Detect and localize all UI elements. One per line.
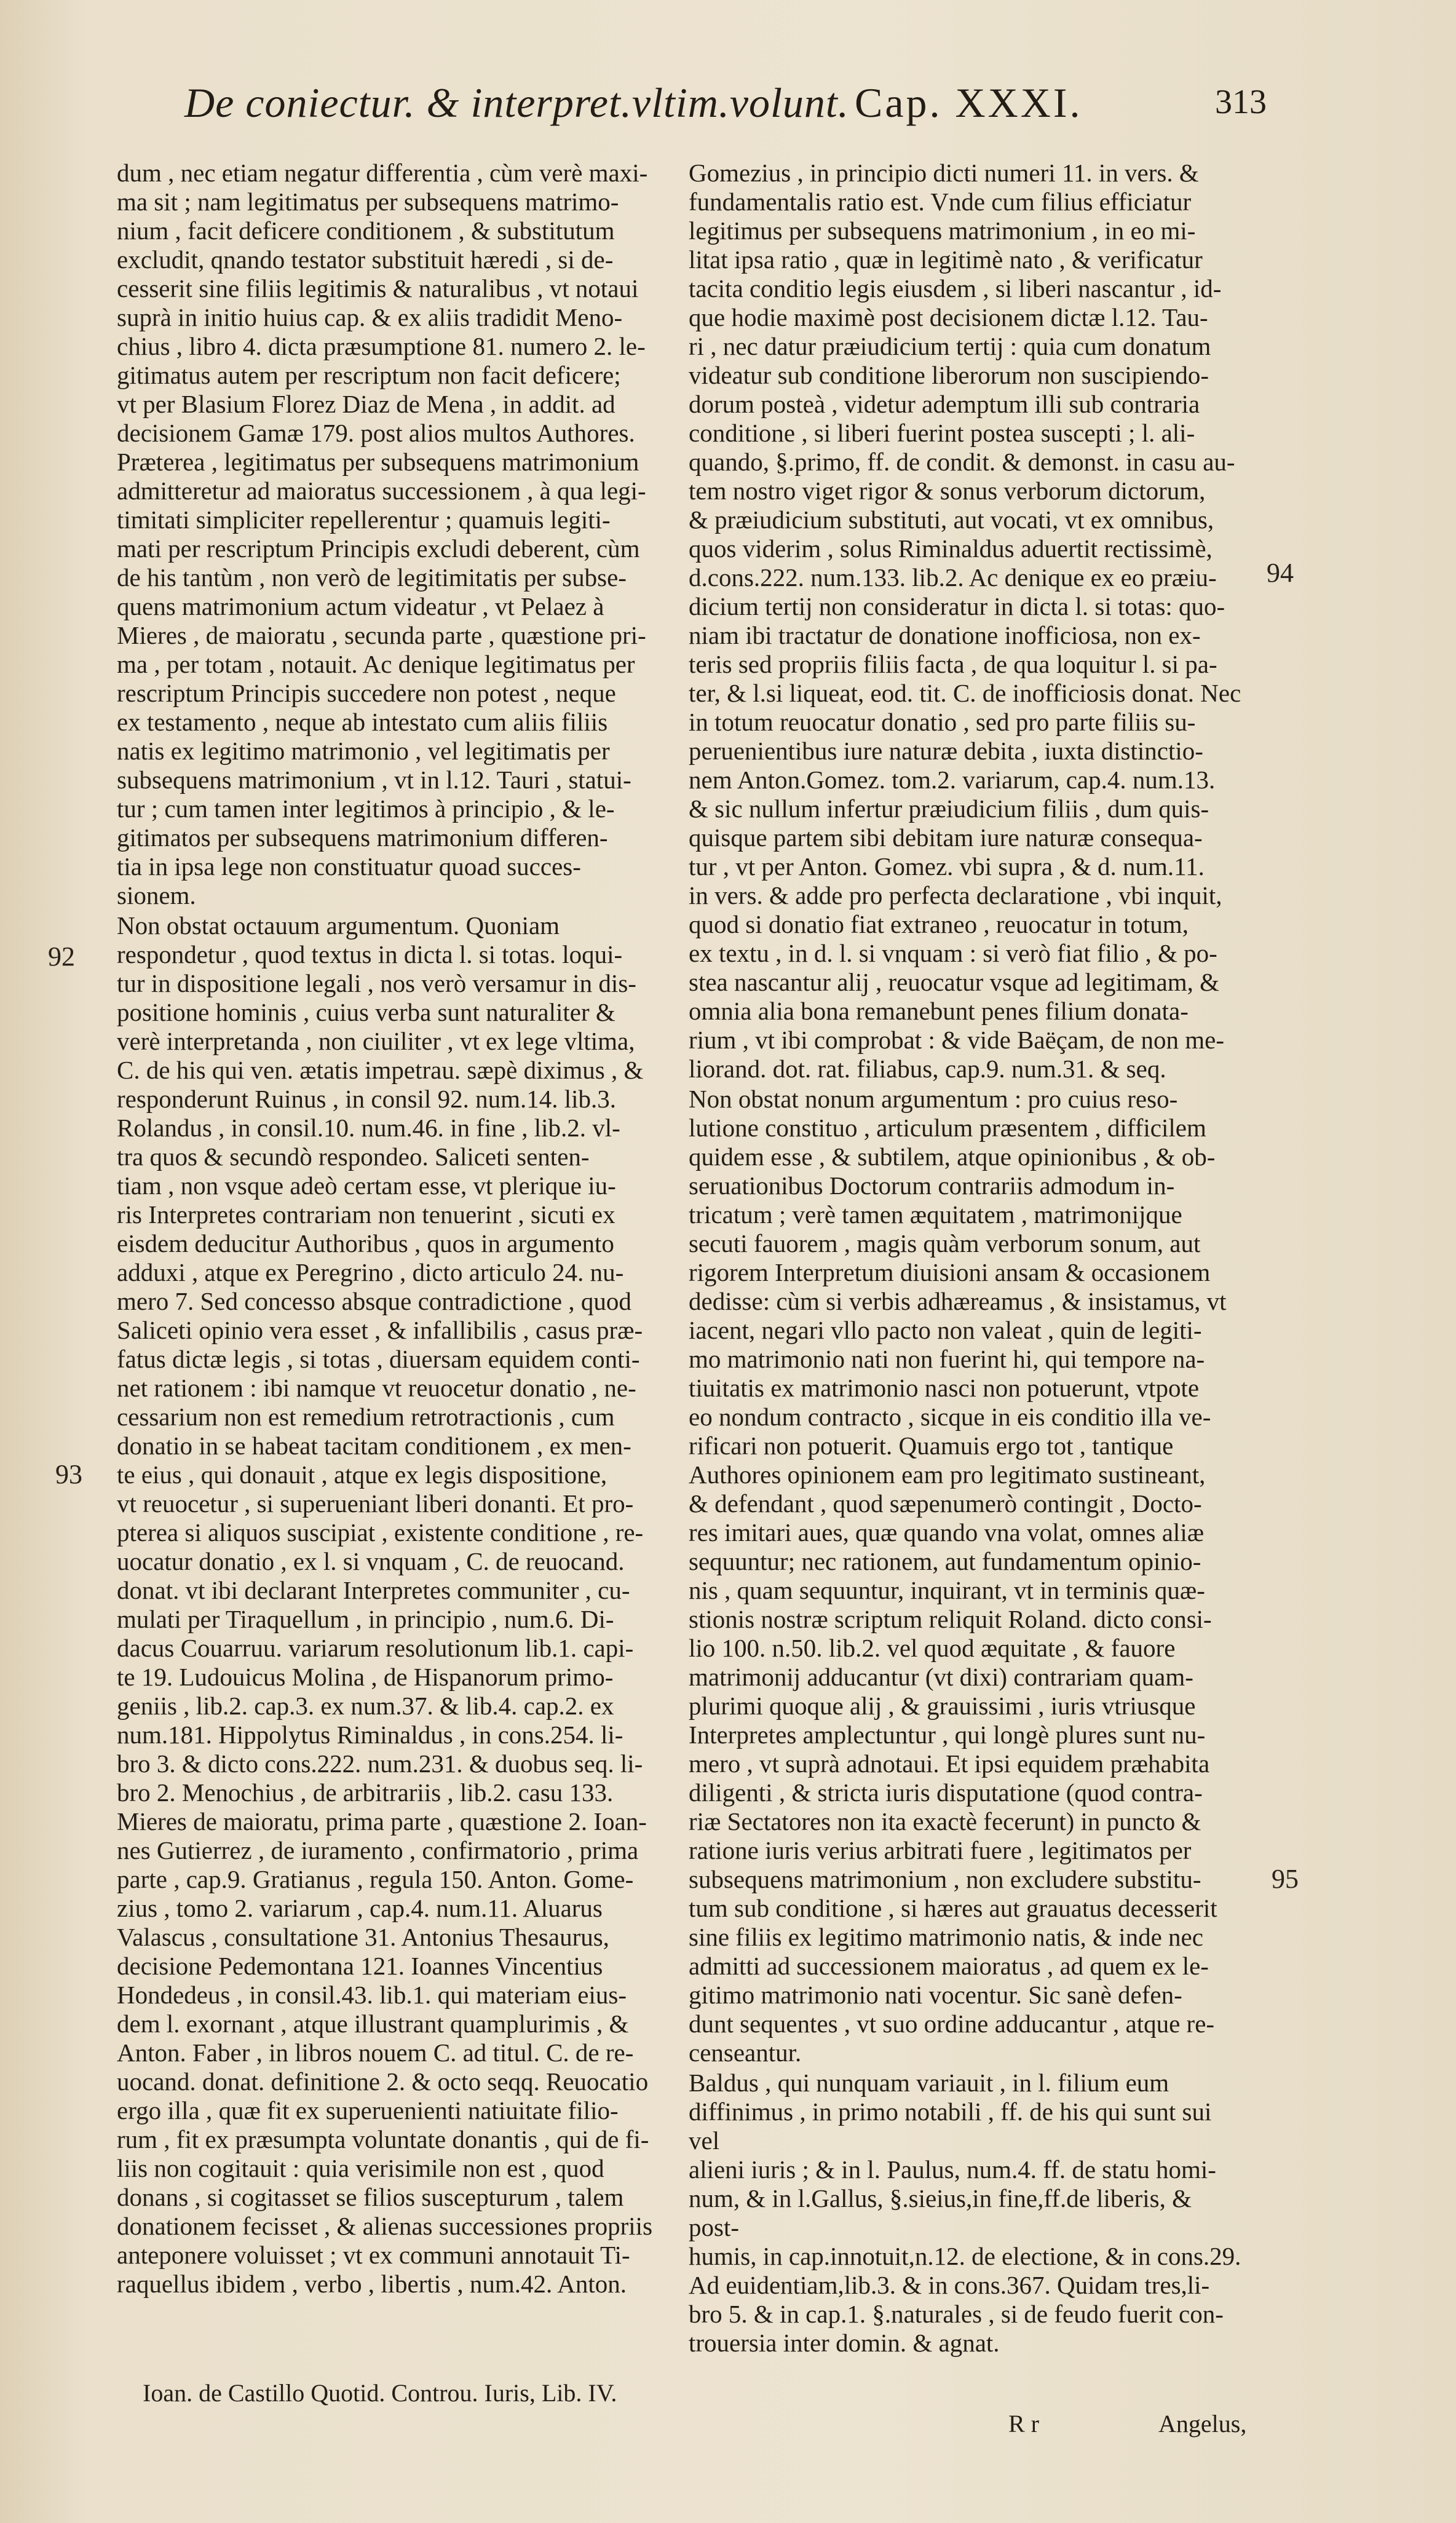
running-header <box>184 79 1267 138</box>
running-title: De coniectur. & interpret.vltim.volunt. <box>184 79 849 126</box>
margin-number: 92 <box>48 941 75 972</box>
margin-number: 94 <box>1267 558 1294 588</box>
margin-number: 93 <box>55 1459 82 1489</box>
paragraph: dum , nec etiam negatur differentia , cùm verè maxi- ma sit ; nam legitimatus per subsequens matrimo- nium , facit deficere conditionem , & substitutum excludit, qnando testator substituit hæredi , si de- cesserit sine filiis legitimis & naturalibus , vt notaui suprà in initio huius cap. & ex aliis tradidit Meno- chius , libro 4. dicta præsumptione 81. numero 2. le- gitimatus autem per rescriptum non facit deficere; vt per Blasium Florez Diaz de Mena , in addit. ad decisionem Gamæ 179. post alios multos Authores. Præterea , legitimatus per subsequens matrimonium admitteretur ad maioratus successionem , à qua legi- timitati simpliciter repellerentur ; quamuis legiti- mati per rescriptum Principis excludi deberent, cùm de his tantùm , non verò de legitimitatis per subse- quens matrimonium actum videatur , vt Pelaez à Mieres , de maioratu , secunda parte , quæstione pri- ma , per totam , notauit. Ac denique legitimatus per rescriptum Principis succedere non potest , neque ex testamento , neque ab intestato cum aliis filiis natis ex legitimo matrimonio , vel legitimatis per subsequens matrimonium , vt in l.12. Tauri , statui- tur ; cum tamen inter legitimos à principio , & le- gitimatos per subsequens matrimonium differen- tia in ipsa lege non constituatur quoad succes- sionem. <box>117 159 648 909</box>
paragraph: Baldus , qui nunquam variauit , in l. filium eum diffinimus , in primo notabili , ff. de his qui sunt sui vel alieni iuris ; & in l. Paulus, num.4. ff. de statu homi- num, & in l.Gallus, §.sieius,in fine,ff.de liberis, & post- humis, in cap.innotuit,n.12. de electione, & in cons.29. Ad euidentiam,lib.3. & in cons.367. Quidam tres,li- bro 5. & in cap.1. §.naturales , si de feudo fuerit con- trouersia inter domin. & agnat. <box>689 2069 1241 2357</box>
paragraph: Non obstat octauum argumentum. Quoniam respondetur , quod textus in dicta l. si totas. loqui- tur in dispositione legali , nos verò versamur in dis- positione hominis , cuius verba sunt naturaliter & verè interpretanda , non ciuiliter , vt ex lege vltima, C. de his qui ven. ætatis impetrau. sæpè diximus , & responderunt Ruinus , in consil 92. num.14. lib.3. Rolandus , in consil.10. num.46. in fine , lib.2. vl- tra quos & secundò respondeo. Saliceti senten- tiam , non vsque adeò certam esse, vt plerique iu- ris Interpretes contrariam non tenuerint , sicuti ex eisdem deducitur Authoribus , quos in argumento adduxi , atque ex Peregrino , dicto articulo 24. nu- mero 7. Sed concesso absque contradictione , quod Saliceti opinio vera esset , & infallibilis , casus præ- fatus dictæ legis , si totas , diuersam equidem conti- net rationem : ibi namque vt reuocetur donatio , ne- cessarium non est remedium retrotractionis , cum donatio in se habeat tacitam conditionem , ex men- te eius , qui donauit , atque ex legis dispositione, vt reuocetur , si superueniant liberi donanti. Et pro- pterea si aliquos suscipiat , existente conditione , re- uocatur donatio , ex l. si vnquam , C. de reuocand. donat. vt ibi declarant Interpretes communiter , cu- mulati per Tiraquellum , in principio , num.6. Di- dacus Couarruu. variarum resolutionum lib.1. capi- te 19. Ludouicus Molina , de Hispanorum primo- geniis , lib.2. cap.3. ex num.37. & lib.4. cap.2. ex num.181. Hippolytus Riminaldus , in cons.254. li- bro 3. & dicto cons.222. num.231. & duobus seq. li- bro 2. Menochius , de arbitrariis , lib.2. casu 133. Mieres de maioratu, prima parte , quæstione 2. Ioan- nes Gutierrez , de iuramento , confirmatorio , prima parte , cap.9. Gratianus , regula 150. Anton. Gome- zius , tomo 2. variarum , cap.4. num.11. Aluarus Valascus , consultatione 31. Antonius Thesaurus, decisione Pedemontana 121. Ioannes Vincentius Hondedeus , in consil.43. lib.1. qui materiam eius- dem l. exornant , atque illustrant quamplurimis , & Anton. Faber , in libros nouem C. ad titul. C. de re- uocand. donat. definitione 2. & octo seqq. Reuocatio ergo illa , quæ fit ex superuenienti natiuitate filio- rum , fit ex præsumpta voluntate donantis , qui de fi- liis non cogitauit : quia verisimile non est , quod donans , si cogitasset se filios suscepturum , talem donationem fecisset , & alienas successiones propriis anteponere voluisset ; vt ex communi annotauit Ti- raquellus ibidem , verbo , libertis , num.42. Anton. <box>117 911 653 2298</box>
page-number: 313 <box>1215 83 1267 121</box>
right-column <box>689 159 1242 2358</box>
margin-number: 95 <box>1272 1864 1299 1894</box>
left-column <box>117 159 667 2299</box>
paragraph: Non obstat nonum argumentum : pro cuius reso- lutione constituo , articulum præsentem , difficilem quidem esse , & subtilem, atque opinionibus , & ob- seruationibus Doctorum contrariis admodum in- tricatum ; verè tamen æquitatem , matrimonijque secuti fauorem , magis quàm verborum sonum, aut rigorem Interpretum diuisioni ansam & occasionem dedisse: cùm si verbis adhæreamus , & insistamus, vt iacent, negari vllo pacto non valeat , quin de legiti- mo matrimonio nati non fuerint hi, qui tempore na- tiuitatis ex matrimonio nasci non potuerunt, vtpote eo nondum contracto , sicque in eis conditio illa ve- rificari non potuerit. Quamuis ergo tot , tantique Authores opinionem eam pro legitimato sustineant, & defendant , quod sæpenumerò contingit , Docto- res imitari aues, quæ quando vna volat, omnes aliæ sequuntur; nec rationem, aut fundamentum opinio- nis , quam sequuntur, inquirant, vt in terminis quæ- stionis nostræ scriptum reliquit Roland. dicto consi- lio 100. n.50. lib.2. vel quod æquitate , & fauore matrimonij adducantur (vt dixi) contrariam quam- plurimi quoque alij , & grauissimi , iuris vtriusque Interpretes amplectuntur , qui longè plures sunt nu- mero , vt suprà adnotaui. Et ipsi equidem præhabita diligenti , & stricta iuris disputatione (quod contra- riæ Sectatores non ita exactè fecerunt) in puncto & ratione iuris verius arbitrati fuere , legitimatos per subsequens matrimonium , non excludere substitu- tum sub conditione , si hæres aut grauatus decesserit sine filiis ex legitimo matrimonio natis, & inde nec admitti ad successionem maioratus , ad quem ex le- gitimo matrimonio nati vocentur. Sic sanè defen- dunt sequentes , vt suo ordine adducantur , atque re- censeantur. <box>689 1085 1227 2067</box>
paragraph: Gomezius , in principio dicti numeri 11. in vers. & fundamentalis ratio est. Vnde cum filius efficiatur legitimus per subsequens matrimonium , in eo mi- litat ipsa ratio , quæ in legitimè nato , & verificatur tacita conditio legis eiusdem , si liberi nascantur , id- que hodie maximè post decisionem dictæ l.12. Tau- ri , nec datur præiudicium tertij : quia cum donatum videatur sub conditione liberorum non suscipiendo- dorum posteà , videtur ademptum illi sub contraria conditione , si liberi fuerint postea suscepti ; l. ali- quando, §.primo, ff. de condit. & demonst. in casu au- tem nostro viget rigor & sonus verborum dictorum, & præiudicium substituti, aut vocati, vt ex omnibus, quos viderim , solus Riminaldus aduertit rectissimè, d.cons.222. num.133. lib.2. Ac denique ex eo præiu- dicium tertij non consideratur in dicta l. si totas: quo- niam ibi tractatur de donatione inofficiosa, non ex- teris sed propriis filiis facta , de qua loquitur l. si pa- ter, & l.si liqueat, eod. tit. C. de inofficiosis donat. Nec in totum reuocatur donatio , sed pro parte filiis su- peruenientibus iure naturæ debita , iuxta distinctio- nem Anton.Gomez. tom.2. variarum, cap.4. num.13. & sic nullum infertur præiudicium filiis , dum quis- quisque partem sibi debitam iure naturæ consequa- tur , vt per Anton. Gomez. vbi supra , & d. num.11. in vers. & adde pro perfecta declaratione , vbi inquit, quod si donatio fiat extraneo , reuocatur in totum, ex textu , in d. l. si vnquam : si verò fiat filio , & po- stea nascantur alij , reuocatur vsque ad legitimam, & omnia alia bona remanebunt penes filium donata- rium , vt ibi comprobat : & vide Baëçam, de non me- liorand. dot. rat. filiabus, cap.9. num.31. & seq. <box>689 159 1241 1083</box>
catchword: Angelus, <box>1158 2410 1247 2438</box>
chapter-heading: Cap. XXXI. <box>855 79 1083 126</box>
signature-mark: R r <box>1008 2410 1039 2438</box>
signature-line: Ioan. de Castillo Quotid. Controu. Iuris, Lib. IV. <box>143 2379 617 2407</box>
